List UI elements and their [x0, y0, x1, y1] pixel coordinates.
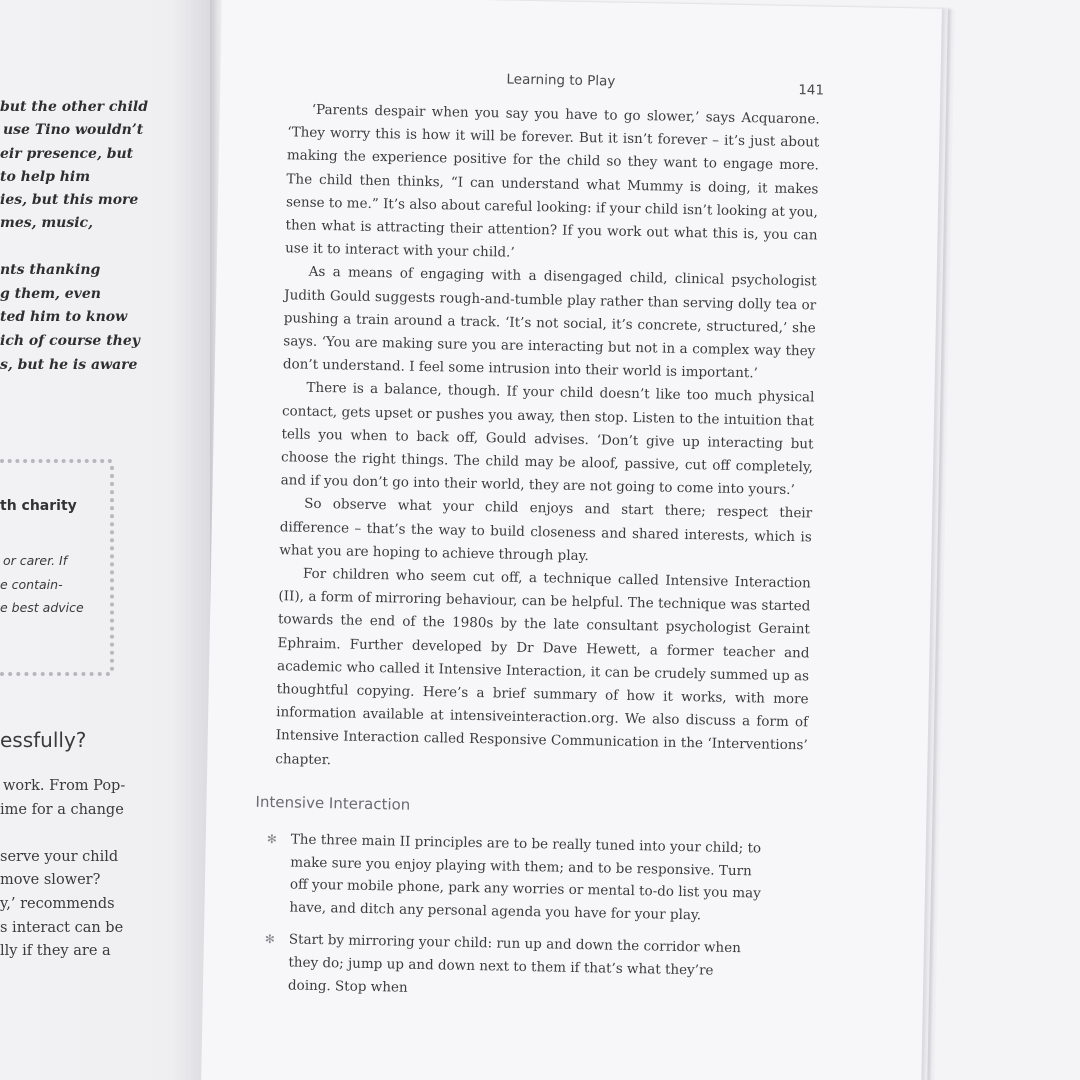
left-text-line: use Tino wouldn’t — [3, 122, 144, 138]
left-page — [0, 0, 214, 1080]
body-text — [275, 98, 820, 781]
list-item-text: Start by mirroring your child: run up and down the corridor when they do; jump up and down next to them if that’s what they’re doing. Stop when — [287, 931, 742, 996]
paragraph: There is a balance, though. If your child doesn’t like too much physical contact, gets upset or pushes you away, then stop. Listen to the intuition that tells you when to back off, Gould advises. ‘Don’t give up interacting but choose the right things. The child may be aloof, passive, cut off completely, and if you don’t go into their world, they are not going to come into yours.’ — [280, 380, 815, 499]
left-text-line: eir presence, but — [0, 146, 134, 162]
paragraph: ‘Parents despair when you say you have to go slower,’ says Acquarone. ‘They worry this is how it will be forever. But it isn’t forever – it’s just about making the experience positive for the child so they want to engage more. The child then thinks, “I can understand what Mummy is doing, it makes sense to me.” It’s also about careful looking: if your child isn’t looking at you, then what is attracting their attention? If you work out what this is, you can use it to interact with your child.’ — [284, 101, 820, 261]
box-border-right — [110, 466, 114, 671]
list-item-text: The three main II principles are to be really tuned into your child; to make sure you enjoy playing with them; and to be responsive. Turn off your mobile phone, park any worries or mental to-do list you may have, and ditch any personal agenda you have for your play. — [289, 831, 762, 924]
running-head: Learning to Play — [506, 71, 616, 90]
left-text-line: ime for a change — [0, 802, 124, 818]
right-page — [201, 0, 942, 1080]
page-number: 141 — [798, 82, 825, 99]
list-item — [252, 928, 761, 1006]
left-text-line: g them, even — [0, 286, 101, 302]
left-text-line: s, but he is aware — [0, 357, 138, 373]
bullet-list — [252, 828, 763, 1016]
left-text-line: ted him to know — [0, 309, 128, 325]
box-border-top — [0, 459, 112, 463]
list-item — [253, 828, 763, 928]
box-border-bottom — [0, 672, 110, 676]
left-text-line: ies, but this more — [0, 192, 139, 208]
left-text-line: nts thanking — [0, 262, 101, 278]
left-section-heading: essfully? — [0, 728, 87, 752]
asterisk-bullet-icon: ✻ — [264, 932, 276, 947]
left-text-line: move slower? — [0, 872, 101, 888]
box-heading: th charity — [0, 498, 77, 514]
asterisk-bullet-icon: ✻ — [266, 832, 278, 847]
left-text-line: to help him — [0, 169, 91, 185]
section-heading: Intensive Interaction — [255, 792, 411, 814]
paragraph: For children who seem cut off, a technique called Intensive Interaction (II), a form of mirroring behaviour, can be helpful. The technique was started towards the end of the 1980s by the late consultant psychologist Geraint Ephraim. Further developed by Dr Dave Hewett, a former teacher and academic who called it Intensive Interaction, it can be crudely summed up as thoughtful copying. Here’s a brief summary of how it works, with more information available at intensiveinteraction.org. We also discuss a form of Intensive Interaction called Responsive Communication in the ‘Interventions’ chapter. — [275, 565, 811, 768]
left-text-line: work. From Pop- — [3, 778, 126, 794]
paragraph: As a means of engaging with a disengaged child, clinical psychologist Judith Gould suggests rough-and-tumble play rather than serving dolly tea or pushing a train around a track. ‘It’s not social, it’s concrete, structured,’ she says. ‘You are making sure you are interacting but not in a complex way they don’t understand. I feel some intrusion into their world is important.’ — [282, 264, 817, 382]
left-text-line: mes, music, — [0, 215, 93, 231]
left-text-line: y,’ recommends — [0, 896, 115, 912]
left-text-line: ich of course they — [0, 333, 140, 349]
left-text-line: s interact can be — [0, 920, 124, 936]
box-text-line: or carer. If — [3, 553, 68, 568]
left-text-line: but the other child — [0, 99, 149, 115]
box-text-line: e best advice — [0, 600, 84, 615]
left-text-line: lly if they are a — [0, 943, 111, 959]
left-text-line: serve your child — [0, 849, 119, 865]
paragraph: So observe what your child enjoys and start there; respect their difference – that’s the way to build closeness and shared interests, which is what you are hoping to achieve through play. — [279, 496, 813, 565]
box-text-line: e contain- — [0, 577, 63, 592]
